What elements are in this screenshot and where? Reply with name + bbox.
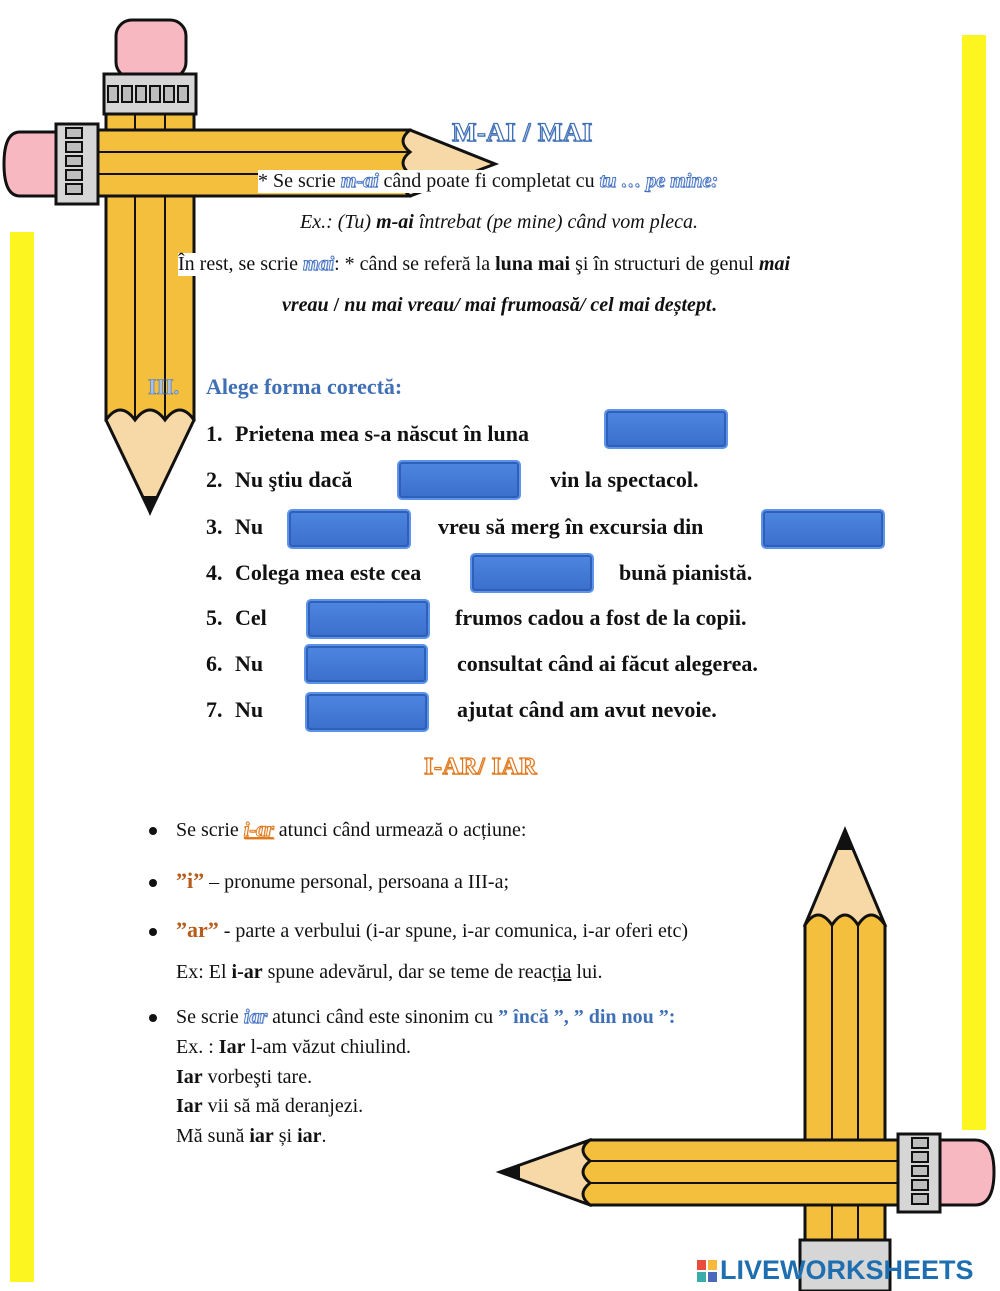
bullet-i-ar-rule — [176, 819, 526, 842]
liveworksheets-text: LIVEWORKSHEETS — [720, 1255, 974, 1285]
example-iar-2-bold: Iar — [176, 1066, 203, 1088]
example-m-ai-pre: Ex.: (Tu) — [300, 211, 377, 233]
exercise-text-5a: Cel — [235, 605, 267, 630]
exercise-text-6a: Nu — [235, 651, 264, 676]
example-iar-1-bold: Iar — [218, 1036, 246, 1058]
example-i-ar-underlined: ția — [551, 961, 572, 983]
example-i-ar-a: Ex: El — [176, 961, 232, 983]
keyword-i-ar: i-ar — [243, 819, 274, 841]
rule-mai — [178, 253, 790, 276]
bullet-iar-b: atunci când este sinonim cu — [267, 1006, 499, 1028]
rule-mai-luna: luna mai — [495, 253, 571, 275]
exercise-text-4a: Colega mea este cea — [235, 560, 422, 585]
bullet-i-ar-b: atunci când urmează o acțiune: — [273, 819, 527, 841]
bullet-iar-a: Se scrie — [176, 1006, 244, 1028]
example-iar-4-mid: și — [273, 1125, 298, 1147]
exercise-text-5b: frumos cadou a fost de la copii. — [455, 605, 747, 630]
exercise-text-1a: Prietena mea s-a născut în luna — [235, 421, 529, 446]
rule-mai-vreau: vreau — [282, 294, 329, 316]
exercise-number-4: 4. — [206, 560, 223, 585]
answer-box-6[interactable] — [304, 644, 428, 684]
keyword-m-ai: m-ai — [340, 170, 379, 192]
example-m-ai — [300, 211, 698, 234]
example-i-ar-bold: i-ar — [231, 961, 263, 983]
rule-mai-a: În rest, se scrie — [178, 253, 303, 275]
example-iar-3 — [176, 1095, 363, 1118]
exercise-roman-numeral: III. — [148, 374, 180, 399]
bullet-iar-synonyms: ” încă ”, ” din nou ”: — [498, 1006, 676, 1028]
section-title-mai: M-AI / MAI — [452, 118, 593, 147]
example-i-ar-c: lui. — [571, 961, 603, 983]
exercise-number-3: 3. — [206, 514, 223, 539]
bullet-ar-desc: - parte a verbului (i-ar spune, i-ar comunica, i-ar oferi etc) — [218, 920, 688, 942]
answer-box-5[interactable] — [306, 599, 430, 639]
answer-box-2[interactable] — [397, 460, 521, 500]
bullet-ar-quote: ”ar” — [176, 917, 219, 942]
answer-box-3b[interactable] — [761, 509, 885, 549]
exercise-number-2: 2. — [206, 467, 223, 492]
bullet-i-ar-a: Se scrie — [176, 819, 244, 841]
exercise-text-2a: Nu ştiu dacă — [235, 467, 353, 492]
example-iar-2 — [176, 1066, 312, 1089]
liveworksheets-logo — [697, 1255, 974, 1286]
rule-mai-period: . — [711, 294, 717, 316]
example-iar-4-a: Mă sună — [176, 1125, 250, 1147]
answer-box-3a[interactable] — [287, 509, 411, 549]
example-iar-2-b: vorbeşti tare. — [202, 1066, 313, 1088]
example-iar-1 — [176, 1036, 411, 1059]
keyword-mai: mai — [302, 253, 335, 275]
section-title-iar: I-AR/ IAR — [424, 754, 538, 780]
exercise-number-7: 7. — [206, 697, 223, 722]
bullet-i-pronoun — [176, 868, 509, 894]
example-iar-3-b: vii să mă deranjezi. — [202, 1095, 364, 1117]
answer-box-1[interactable] — [604, 409, 728, 449]
bullet-ar-verb — [176, 917, 688, 943]
rule-m-ai-prefix: * Se scrie — [258, 170, 341, 192]
example-iar-3-bold: Iar — [176, 1095, 203, 1117]
rule-mai-b: : * când se referă la — [334, 253, 496, 275]
bullet-dot-3 — [149, 928, 157, 936]
example-m-ai-bold: m-ai — [376, 211, 414, 233]
exercise-text-3b: vreu să merg în excursia din — [438, 514, 704, 539]
rule-mai-slash: / — [328, 294, 345, 316]
bullet-i-desc: – pronume personal, persoana a III-a; — [204, 871, 509, 893]
bullet-iar-rule — [176, 1006, 675, 1029]
example-iar-4-b2: iar — [297, 1125, 322, 1147]
answer-box-7[interactable] — [305, 692, 429, 732]
keyword-iar: iar — [243, 1006, 268, 1028]
bullet-dot-1 — [149, 827, 157, 835]
rule-mai-examples: nu mai vreau/ mai frumoasă/ cel mai deștept — [344, 294, 712, 316]
bullet-dot-2 — [149, 879, 157, 887]
example-iar-4-b1: iar — [249, 1125, 274, 1147]
rule-m-ai — [258, 170, 718, 193]
liveworksheets-mark-icon — [697, 1260, 717, 1282]
exercise-text-7b: ajutat când am avut nevoie. — [457, 697, 717, 722]
answer-box-4[interactable] — [470, 553, 594, 593]
example-iar-1-a: Ex. : — [176, 1036, 219, 1058]
exercise-text-6b: consultat când ai făcut alegerea. — [457, 651, 758, 676]
example-m-ai-post: întrebat (pe mine) când vom pleca. — [413, 211, 699, 233]
exercise-text-7a: Nu — [235, 697, 264, 722]
exercise-number-6: 6. — [206, 651, 223, 676]
example-i-ar-b: spune adevărul, dar se teme de reac — [262, 961, 552, 983]
rule-mai-line2 — [282, 294, 716, 317]
exercise-number-5: 5. — [206, 605, 223, 630]
rule-mai-mai-italic: mai — [758, 253, 791, 275]
rule-mai-c: şi în structuri de genul — [570, 253, 759, 275]
keyword-tu-pe-mine: tu … pe mine: — [599, 170, 718, 192]
example-iar-4-end: . — [321, 1125, 327, 1147]
exercise-heading: Alege forma corectă: — [206, 374, 403, 399]
example-iar-4 — [176, 1125, 327, 1148]
exercise-number-1: 1. — [206, 421, 223, 446]
rule-m-ai-middle: când poate fi completat cu — [378, 170, 600, 192]
exercise-text-3a: Nu — [235, 514, 264, 539]
exercise-text-4b: bună pianistă. — [619, 560, 753, 585]
bullet-i-quote: ”i” — [176, 868, 205, 893]
bullet-dot-4 — [149, 1014, 157, 1022]
exercise-text-2b: vin la spectacol. — [550, 467, 699, 492]
example-i-ar — [176, 961, 603, 984]
example-iar-1-b: l-am văzut chiulind. — [245, 1036, 411, 1058]
